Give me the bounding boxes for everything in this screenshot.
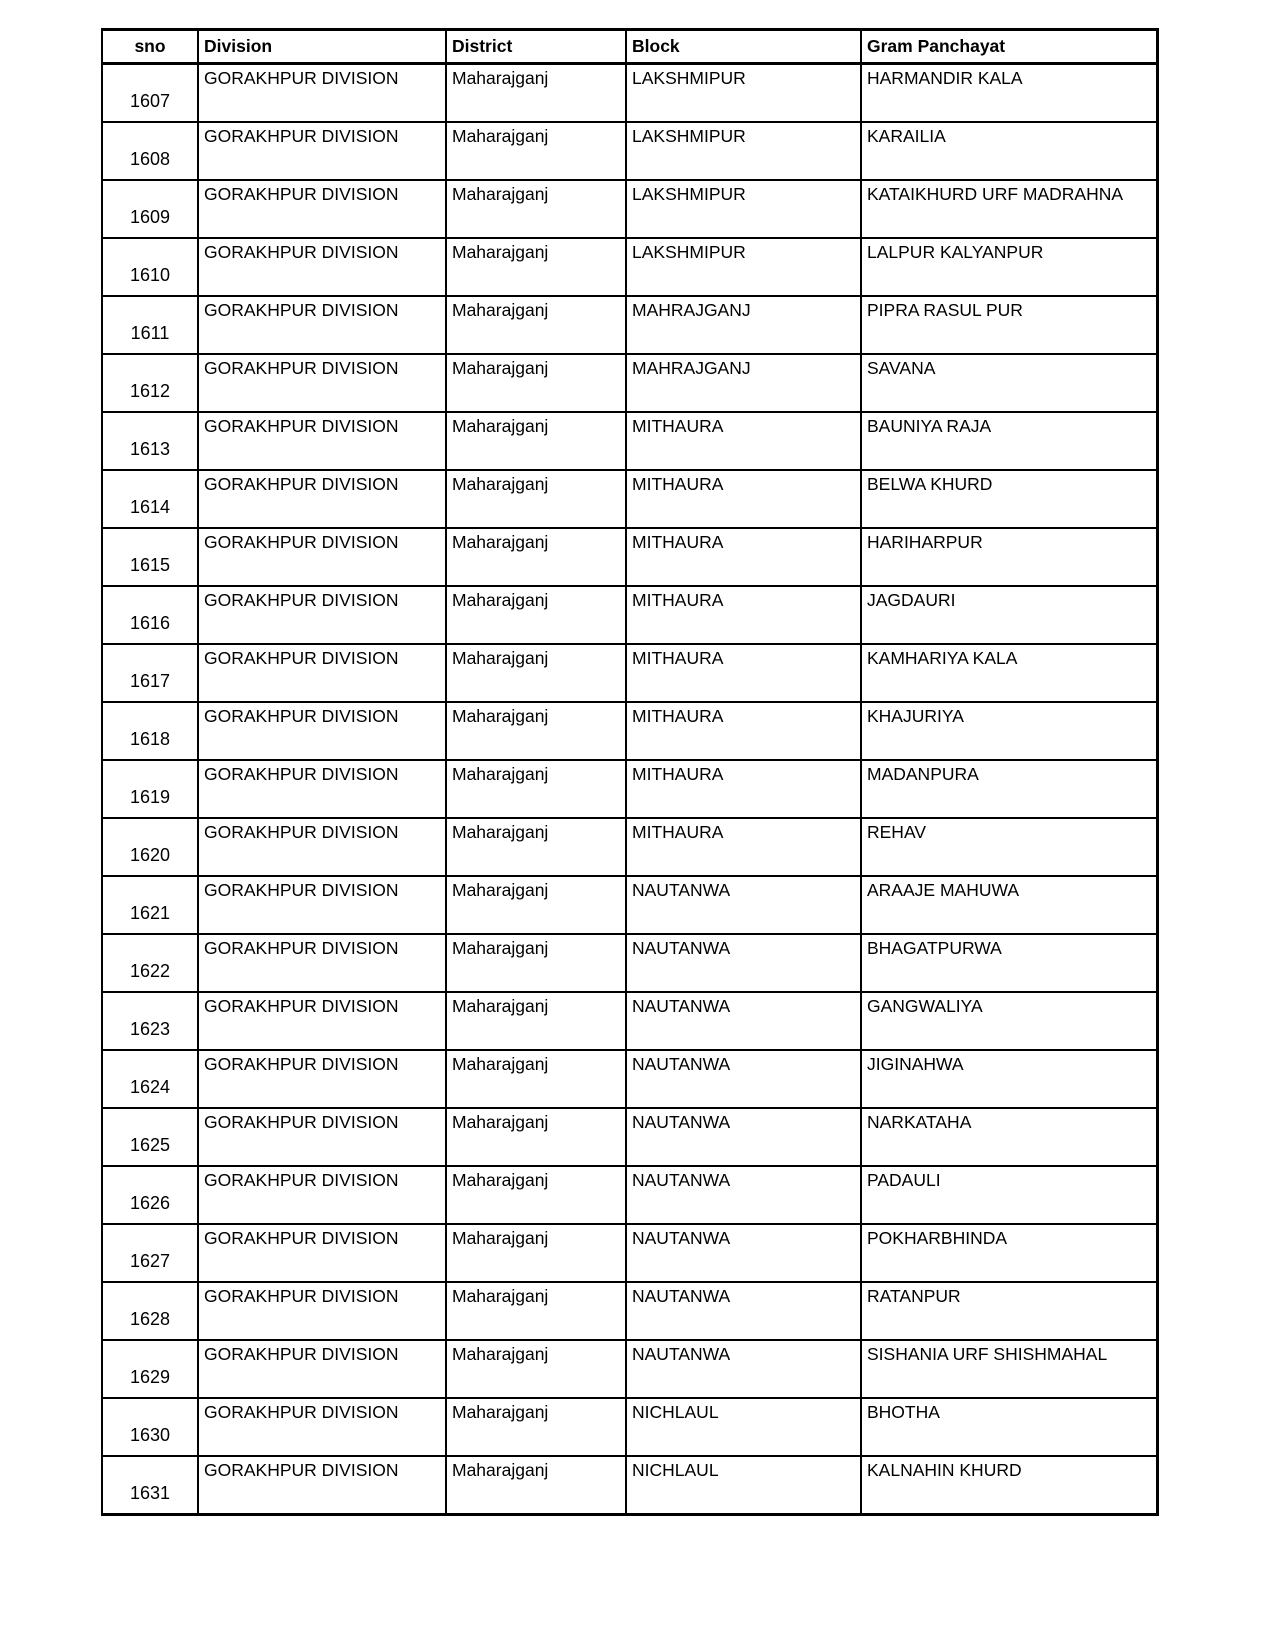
cell-sno [102,412,198,470]
cell-division: GORAKHPUR DIVISION [198,702,446,760]
cell-sno-value: 1628 [129,1309,171,1330]
table-row [102,760,1157,818]
cell-block: MITHAURA [626,702,861,760]
cell-sno-value: 1610 [129,265,171,286]
cell-gram-panchayat: JIGINAHWA [861,1050,1157,1108]
cell-sno-value: 1619 [129,787,171,808]
cell-division: GORAKHPUR DIVISION [198,238,446,296]
cell-block: MITHAURA [626,528,861,586]
cell-district: Maharajganj [446,1050,626,1108]
cell-division: GORAKHPUR DIVISION [198,1398,446,1456]
cell-gram-panchayat: ARAAJE MAHUWA [861,876,1157,934]
cell-gram-panchayat: JAGDAURI [861,586,1157,644]
cell-district: Maharajganj [446,992,626,1050]
table-row [102,528,1157,586]
cell-sno-value: 1607 [129,91,171,112]
cell-gram-panchayat: BHAGATPURWA [861,934,1157,992]
cell-sno [102,296,198,354]
cell-division: GORAKHPUR DIVISION [198,354,446,412]
table-row [102,64,1157,123]
table-row [102,180,1157,238]
cell-sno [102,760,198,818]
table-row [102,876,1157,934]
cell-division: GORAKHPUR DIVISION [198,1166,446,1224]
cell-division: GORAKHPUR DIVISION [198,818,446,876]
table-row [102,1050,1157,1108]
cell-sno-value: 1618 [129,729,171,750]
cell-gram-panchayat: BHOTHA [861,1398,1157,1456]
cell-gram-panchayat: KAMHARIYA KALA [861,644,1157,702]
cell-gram-panchayat: BELWA KHURD [861,470,1157,528]
cell-gram-panchayat: REHAV [861,818,1157,876]
table-header-row [102,30,1157,64]
cell-gram-panchayat: LALPUR KALYANPUR [861,238,1157,296]
cell-block: NAUTANWA [626,1166,861,1224]
cell-district: Maharajganj [446,760,626,818]
cell-district: Maharajganj [446,470,626,528]
cell-division: GORAKHPUR DIVISION [198,64,446,123]
column-header-division: Division [198,30,446,64]
cell-sno-value: 1620 [129,845,171,866]
cell-district: Maharajganj [446,238,626,296]
table-row [102,412,1157,470]
cell-block: NAUTANWA [626,1282,861,1340]
cell-division: GORAKHPUR DIVISION [198,180,446,238]
cell-sno [102,818,198,876]
cell-gram-panchayat: GANGWALIYA [861,992,1157,1050]
gram-panchayat-table [101,28,1159,1516]
cell-sno [102,992,198,1050]
cell-sno-value: 1609 [129,207,171,228]
cell-gram-panchayat: SISHANIA URF SHISHMAHAL [861,1340,1157,1398]
cell-sno-value: 1626 [129,1193,171,1214]
table-row [102,122,1157,180]
cell-gram-panchayat: MADANPURA [861,760,1157,818]
cell-division: GORAKHPUR DIVISION [198,1108,446,1166]
table-row [102,586,1157,644]
cell-district: Maharajganj [446,64,626,123]
cell-sno [102,1340,198,1398]
cell-division: GORAKHPUR DIVISION [198,412,446,470]
table-row [102,818,1157,876]
cell-division: GORAKHPUR DIVISION [198,992,446,1050]
cell-block: MITHAURA [626,470,861,528]
cell-sno-value: 1613 [129,439,171,460]
cell-division: GORAKHPUR DIVISION [198,644,446,702]
cell-gram-panchayat: KARAILIA [861,122,1157,180]
cell-gram-panchayat: HARMANDIR KALA [861,64,1157,123]
table-row [102,470,1157,528]
cell-gram-panchayat: RATANPUR [861,1282,1157,1340]
column-header-gram-panchayat: Gram Panchayat [861,30,1157,64]
cell-block: NICHLAUL [626,1398,861,1456]
column-header-district: District [446,30,626,64]
cell-block: NAUTANWA [626,1340,861,1398]
cell-sno [102,1166,198,1224]
table-row [102,1340,1157,1398]
cell-division: GORAKHPUR DIVISION [198,760,446,818]
table-row [102,992,1157,1050]
cell-division: GORAKHPUR DIVISION [198,1050,446,1108]
cell-division: GORAKHPUR DIVISION [198,1340,446,1398]
cell-district: Maharajganj [446,934,626,992]
cell-sno-value: 1624 [129,1077,171,1098]
cell-district: Maharajganj [446,1224,626,1282]
gram-panchayat-table-container [101,28,1156,1516]
cell-sno-value: 1629 [129,1367,171,1388]
table-row [102,238,1157,296]
cell-block: MITHAURA [626,644,861,702]
table-row [102,1166,1157,1224]
cell-district: Maharajganj [446,180,626,238]
cell-district: Maharajganj [446,586,626,644]
cell-division: GORAKHPUR DIVISION [198,1282,446,1340]
table-row [102,1108,1157,1166]
cell-sno-value: 1608 [129,149,171,170]
table-row [102,934,1157,992]
cell-sno-value: 1621 [129,903,171,924]
cell-sno [102,934,198,992]
cell-sno [102,528,198,586]
cell-gram-panchayat: PIPRA RASUL PUR [861,296,1157,354]
cell-sno [102,702,198,760]
cell-sno [102,644,198,702]
table-row [102,1456,1157,1515]
cell-division: GORAKHPUR DIVISION [198,122,446,180]
table-header [102,30,1157,64]
cell-block: NAUTANWA [626,1050,861,1108]
cell-gram-panchayat: HARIHARPUR [861,528,1157,586]
cell-division: GORAKHPUR DIVISION [198,528,446,586]
column-header-sno: sno [102,30,198,64]
cell-sno-value: 1611 [130,323,170,344]
cell-sno [102,1282,198,1340]
table-row [102,1282,1157,1340]
cell-sno-value: 1622 [129,961,171,982]
cell-sno-value: 1627 [129,1251,171,1272]
cell-division: GORAKHPUR DIVISION [198,1456,446,1515]
cell-sno [102,1456,198,1515]
cell-gram-panchayat: KALNAHIN KHURD [861,1456,1157,1515]
cell-sno-value: 1615 [129,555,171,576]
cell-sno [102,1224,198,1282]
table-row [102,644,1157,702]
cell-district: Maharajganj [446,1282,626,1340]
cell-division: GORAKHPUR DIVISION [198,470,446,528]
table-body [102,64,1157,1515]
cell-gram-panchayat: POKHARBHINDA [861,1224,1157,1282]
cell-sno-value: 1631 [129,1483,171,1504]
cell-block: MAHRAJGANJ [626,354,861,412]
cell-division: GORAKHPUR DIVISION [198,586,446,644]
cell-district: Maharajganj [446,1108,626,1166]
cell-block: MITHAURA [626,818,861,876]
cell-sno-value: 1625 [129,1135,171,1156]
cell-sno [102,470,198,528]
cell-block: LAKSHMIPUR [626,122,861,180]
cell-block: NICHLAUL [626,1456,861,1515]
cell-district: Maharajganj [446,1340,626,1398]
cell-district: Maharajganj [446,702,626,760]
cell-block: MITHAURA [626,760,861,818]
cell-district: Maharajganj [446,354,626,412]
cell-block: NAUTANWA [626,1108,861,1166]
cell-district: Maharajganj [446,412,626,470]
cell-block: LAKSHMIPUR [626,238,861,296]
cell-division: GORAKHPUR DIVISION [198,1224,446,1282]
cell-district: Maharajganj [446,296,626,354]
cell-block: NAUTANWA [626,934,861,992]
cell-district: Maharajganj [446,876,626,934]
cell-block: NAUTANWA [626,876,861,934]
cell-district: Maharajganj [446,644,626,702]
cell-block: LAKSHMIPUR [626,180,861,238]
cell-gram-panchayat: KHAJURIYA [861,702,1157,760]
cell-gram-panchayat: PADAULI [861,1166,1157,1224]
cell-sno [102,1050,198,1108]
cell-sno-value: 1617 [129,671,171,692]
cell-district: Maharajganj [446,528,626,586]
cell-division: GORAKHPUR DIVISION [198,296,446,354]
cell-division: GORAKHPUR DIVISION [198,934,446,992]
cell-gram-panchayat: SAVANA [861,354,1157,412]
table-row [102,1224,1157,1282]
cell-block: NAUTANWA [626,992,861,1050]
cell-gram-panchayat: NARKATAHA [861,1108,1157,1166]
column-header-block: Block [626,30,861,64]
cell-district: Maharajganj [446,1398,626,1456]
cell-sno-value: 1623 [129,1019,171,1040]
cell-block: LAKSHMIPUR [626,64,861,123]
cell-district: Maharajganj [446,818,626,876]
cell-sno [102,354,198,412]
cell-sno [102,64,198,123]
cell-block: MITHAURA [626,586,861,644]
cell-sno [102,1108,198,1166]
cell-district: Maharajganj [446,1166,626,1224]
table-row [102,1398,1157,1456]
cell-sno-value: 1614 [129,497,171,518]
cell-block: MITHAURA [626,412,861,470]
cell-sno [102,122,198,180]
cell-block: NAUTANWA [626,1224,861,1282]
cell-sno [102,876,198,934]
table-row [102,296,1157,354]
cell-sno-value: 1612 [129,381,171,402]
cell-sno [102,180,198,238]
cell-sno [102,1398,198,1456]
table-row [102,702,1157,760]
cell-district: Maharajganj [446,1456,626,1515]
cell-division: GORAKHPUR DIVISION [198,876,446,934]
cell-gram-panchayat: KATAIKHURD URF MADRAHNA [861,180,1157,238]
cell-sno [102,586,198,644]
cell-block: MAHRAJGANJ [626,296,861,354]
cell-district: Maharajganj [446,122,626,180]
cell-sno [102,238,198,296]
cell-gram-panchayat: BAUNIYA RAJA [861,412,1157,470]
cell-sno-value: 1616 [129,613,171,634]
table-row [102,354,1157,412]
cell-sno-value: 1630 [129,1425,171,1446]
